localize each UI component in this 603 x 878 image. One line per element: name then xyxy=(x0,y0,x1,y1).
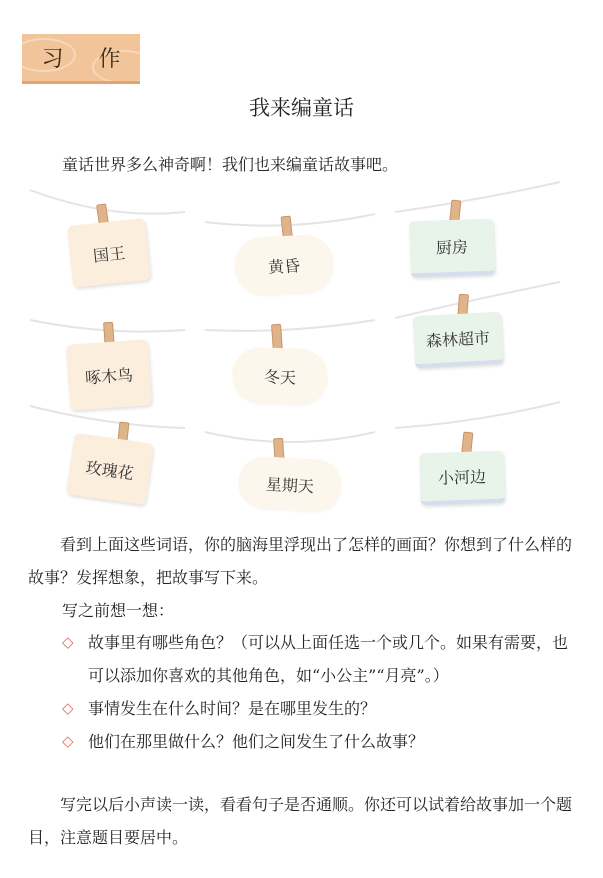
word-label: 玫瑰花 xyxy=(84,457,135,483)
word-label: 厨房 xyxy=(435,236,469,258)
word-card xyxy=(409,219,495,278)
list-item: ◇ 事情发生在什么时间？是在哪里发生的？ xyxy=(62,692,582,725)
word-card xyxy=(66,339,152,411)
word-card xyxy=(413,312,504,369)
closing-paragraph: 写完以后小声读一读，看看句子是否通顺。你还可以试着给故事加一个题目，注意题目要居中。 xyxy=(28,795,573,847)
clothespin-icon xyxy=(271,324,283,353)
think-prompt: 写之前想一想： xyxy=(62,601,175,620)
question-list xyxy=(62,626,582,758)
diamond-bullet-icon: ◇ xyxy=(62,732,74,750)
word-label: 星期天 xyxy=(265,474,315,496)
word-label: 小河边 xyxy=(437,466,487,488)
word-card xyxy=(419,451,505,506)
word-card xyxy=(235,350,325,401)
word-board xyxy=(0,170,603,520)
word-label: 森林超市 xyxy=(425,327,491,351)
section-tag xyxy=(22,34,140,84)
word-label: 冬天 xyxy=(263,366,297,388)
intro-text: 童话世界多么神奇啊！我们也来编童话故事吧。 xyxy=(62,155,399,174)
instruction-paragraph: 看到上面这些词语，你的脑海里浮现出了怎样的画面？你想到了什么样的故事？发挥想象，把故事写下来。 xyxy=(28,535,573,587)
word-card xyxy=(241,460,339,509)
page-title: 我来编童话 xyxy=(249,96,354,120)
word-label: 黄昏 xyxy=(267,255,301,277)
list-item: ◇ 他们在那里做什么？他们之间发生了什么故事？ xyxy=(62,725,582,758)
word-card xyxy=(67,218,151,288)
word-label: 啄木鸟 xyxy=(84,364,134,388)
diamond-bullet-icon: ◇ xyxy=(62,699,74,717)
word-card xyxy=(237,238,331,293)
section-tag-label: 习 作 xyxy=(41,47,135,72)
word-label: 国王 xyxy=(92,242,127,266)
list-item: ◇ 故事里有哪些角色？（可以从上面任选一个或几个。如果有需要，也可以添加你喜欢的其他角色，如“小公主”“月亮”。） xyxy=(62,626,582,692)
diamond-bullet-icon: ◇ xyxy=(62,633,74,651)
word-card xyxy=(66,433,154,506)
